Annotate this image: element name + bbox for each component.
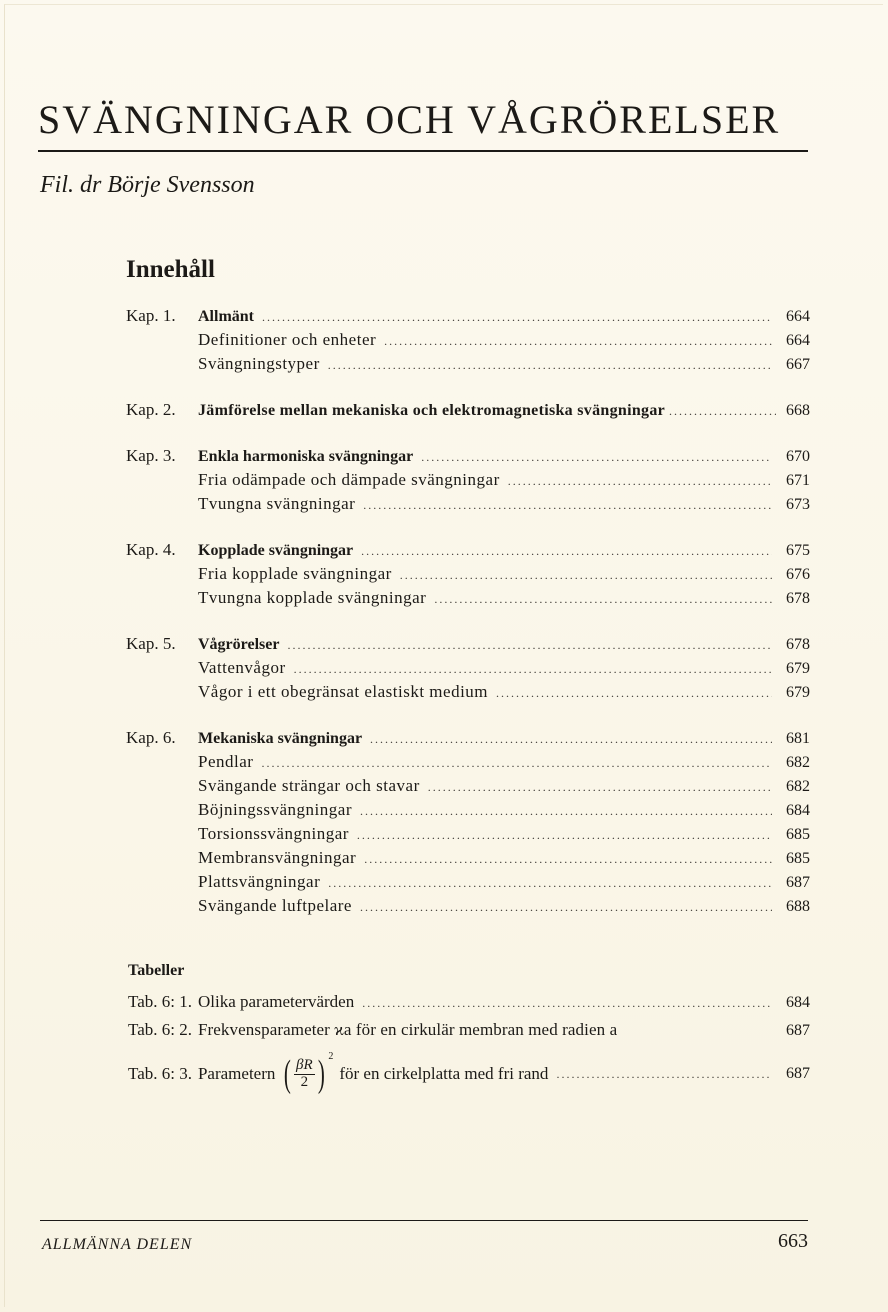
- page-number: 682: [786, 778, 810, 795]
- chapter-title: Jämförelse mellan mekaniska och elektromagnetiska svängningar: [198, 402, 666, 419]
- table-entry[interactable]: [128, 1020, 810, 1048]
- page-number: 664: [786, 308, 810, 325]
- leader-dots: [261, 756, 772, 771]
- section-title: Vågor i ett obegränsat elastiskt medium: [198, 682, 489, 701]
- contents-heading: Innehåll: [126, 256, 215, 283]
- tables-heading: Tabeller: [128, 962, 185, 979]
- toc-entry[interactable]: [126, 470, 810, 494]
- page-number: 676: [786, 566, 810, 583]
- toc-entry[interactable]: [126, 354, 810, 378]
- exponent: 2: [328, 1051, 334, 1062]
- page-number: 664: [786, 332, 810, 349]
- leader-dots: [328, 358, 772, 373]
- leader-dots: [508, 474, 772, 489]
- toc-entry[interactable]: [126, 776, 810, 800]
- article-title: SVÄNGNINGAR OCH VÅGRÖRELSER: [38, 97, 781, 142]
- table-of-contents: [126, 306, 810, 942]
- page-number: 685: [786, 826, 810, 843]
- section-title: Svängande luftpelare: [198, 896, 352, 915]
- leader-dots: [496, 686, 772, 701]
- toc-entry[interactable]: [126, 446, 810, 470]
- fraction-expression: [281, 1051, 334, 1095]
- toc-entry[interactable]: [126, 728, 810, 752]
- chapter-1: [126, 306, 810, 378]
- page-number: 667: [786, 356, 810, 373]
- page-number: 688: [786, 898, 810, 915]
- toc-entry[interactable]: [126, 540, 810, 564]
- section-title: Böjningssvängningar: [198, 800, 352, 819]
- leader-dots: [360, 900, 772, 915]
- page-number: 681: [786, 730, 810, 747]
- toc-entry[interactable]: [126, 752, 810, 776]
- table-title-suffix: för en cirkelplatta med fri rand: [339, 1064, 549, 1083]
- fraction: [294, 1058, 315, 1091]
- section-title: Tvungna svängningar: [198, 494, 356, 513]
- chapter-number: Kap. 1.: [126, 306, 176, 325]
- leader-dots: [669, 404, 776, 419]
- toc-entry[interactable]: [126, 400, 810, 424]
- chapter-title: Mekaniska svängningar: [198, 730, 363, 747]
- leader-dots: [357, 828, 772, 843]
- section-title: Tvungna kopplade svängningar: [198, 588, 427, 607]
- table-entry[interactable]: [128, 992, 810, 1020]
- page-number: 679: [786, 660, 810, 677]
- page-number: 684: [786, 994, 810, 1011]
- fraction-numerator: βR: [296, 1056, 313, 1073]
- section-title: Fria kopplade svängningar: [198, 564, 392, 583]
- chapter-number: Kap. 5.: [126, 634, 176, 653]
- section-title: Fria odämpade och dämpade svängningar: [198, 470, 500, 489]
- leader-dots: [421, 450, 772, 465]
- page-number: 668: [786, 402, 810, 419]
- page-number: 678: [786, 636, 810, 653]
- leader-dots: [556, 1067, 772, 1082]
- chapter-6: [126, 728, 810, 920]
- section-title: Svängningstyper: [198, 354, 320, 373]
- chapter-title: Enkla harmoniska svängningar: [198, 448, 414, 465]
- leader-dots: [362, 996, 772, 1011]
- leader-dots: [434, 592, 772, 607]
- chapter-title: Vågrörelser: [198, 636, 280, 653]
- section-title: Svängande strängar och stavar: [198, 776, 420, 795]
- section-title: Vattenvågor: [198, 658, 286, 677]
- toc-entry[interactable]: [126, 824, 810, 848]
- page-number: 678: [786, 590, 810, 607]
- toc-entry[interactable]: [126, 330, 810, 354]
- toc-entry[interactable]: [126, 658, 810, 682]
- section-title: Plattsvängningar: [198, 872, 321, 891]
- leader-dots: [428, 780, 772, 795]
- chapter-3: [126, 446, 810, 518]
- page-number: 671: [786, 472, 810, 489]
- footer-divider: [40, 1220, 808, 1221]
- chapter-number: Kap. 3.: [126, 446, 176, 465]
- table-title: Frekvensparameter ϰa för en cirkulär membran med radien a: [197, 1020, 618, 1039]
- leader-dots: [364, 852, 772, 867]
- chapter-4: [126, 540, 810, 612]
- chapter-5: [126, 634, 810, 706]
- leader-dots: [287, 638, 772, 653]
- page-number: 675: [786, 542, 810, 559]
- page-number: 687: [786, 874, 810, 891]
- page-number: 685: [786, 850, 810, 867]
- section-title: Definitioner och enheter: [198, 330, 377, 349]
- page-number: 679: [786, 684, 810, 701]
- page-number: 670: [786, 448, 810, 465]
- table-number: Tab. 6: 2.: [128, 1020, 192, 1039]
- chapter-number: Kap. 2.: [126, 400, 176, 419]
- section-title: Torsionssvängningar: [198, 824, 349, 843]
- chapter-title: Kopplade svängningar: [198, 542, 354, 559]
- leader-dots: [262, 310, 772, 325]
- toc-entry[interactable]: [126, 682, 810, 706]
- toc-entry[interactable]: [126, 872, 810, 896]
- toc-entry[interactable]: [126, 800, 810, 824]
- right-paren: ): [317, 1053, 325, 1095]
- running-footer: ALLMÄNNA DELEN: [42, 1236, 193, 1253]
- chapter-number: Kap. 4.: [126, 540, 176, 559]
- title-divider: [38, 150, 808, 152]
- author-name: Fil. dr Börje Svensson: [40, 172, 255, 198]
- section-title: Pendlar: [198, 752, 254, 771]
- toc-entry[interactable]: [126, 588, 810, 612]
- folio-page-number: 663: [778, 1230, 808, 1252]
- page-number: 687: [786, 1065, 810, 1082]
- table-title-prefix: Parametern: [197, 1064, 276, 1083]
- chapter-number: Kap. 6.: [126, 728, 176, 747]
- chapter-title: Allmänt: [198, 308, 254, 325]
- leader-dots: [363, 498, 772, 513]
- table-number: Tab. 6: 3.: [128, 1064, 192, 1083]
- leader-dots: [400, 568, 772, 583]
- toc-entry[interactable]: [126, 848, 810, 872]
- page-number: 682: [786, 754, 810, 771]
- fraction-denominator: 2: [300, 1073, 309, 1090]
- table-entry[interactable]: [128, 1048, 810, 1100]
- toc-entry[interactable]: [126, 306, 810, 330]
- toc-entry[interactable]: [126, 494, 810, 518]
- table-title: Olika parametervärden: [197, 992, 355, 1011]
- toc-entry[interactable]: [126, 634, 810, 658]
- leader-dots: [370, 732, 772, 747]
- leader-dots: [328, 876, 772, 891]
- chapter-2: [126, 400, 810, 424]
- tables-list: [128, 962, 810, 1100]
- leader-dots: [361, 544, 772, 559]
- toc-entry[interactable]: [126, 896, 810, 920]
- page-number: 687: [786, 1022, 810, 1039]
- leader-dots: [360, 804, 772, 819]
- page-number: 673: [786, 496, 810, 513]
- page-number: 684: [786, 802, 810, 819]
- toc-entry[interactable]: [126, 564, 810, 588]
- table-number: Tab. 6: 1.: [128, 992, 192, 1011]
- section-title: Membransvängningar: [198, 848, 357, 867]
- left-paren: (: [284, 1053, 292, 1095]
- leader-dots: [294, 662, 772, 677]
- leader-dots: [384, 334, 772, 349]
